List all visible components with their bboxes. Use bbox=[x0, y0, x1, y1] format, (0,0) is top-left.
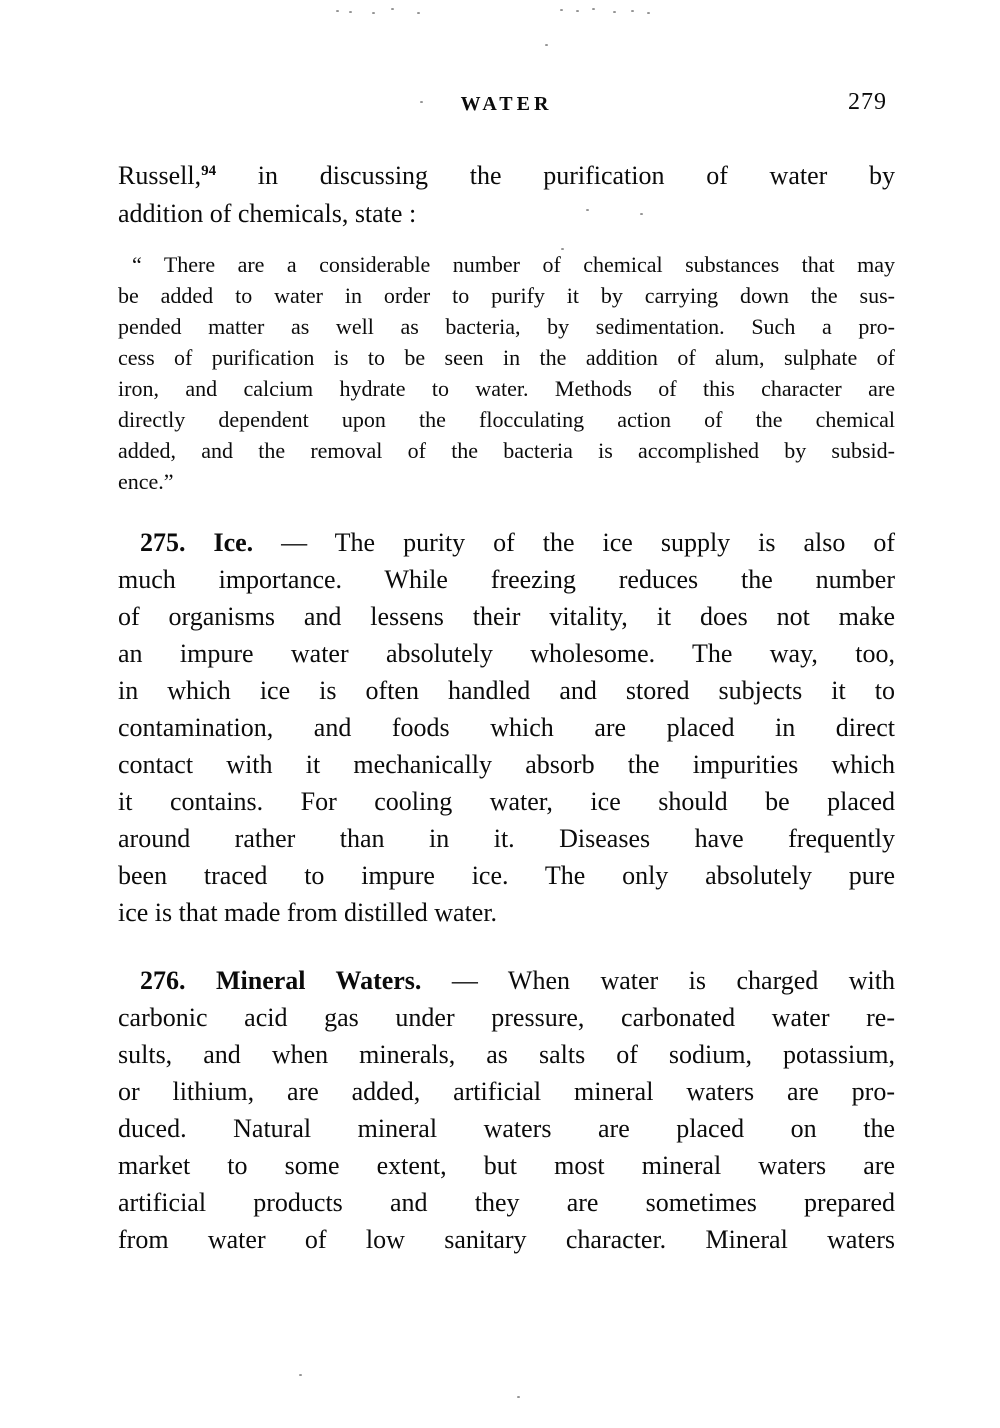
block-quote bbox=[118, 249, 895, 497]
text-line: ence.” bbox=[118, 469, 174, 494]
section-text: — The purity of the ice supply is also of bbox=[253, 528, 895, 557]
text-line: much importance. While freezing reduces the number bbox=[118, 565, 895, 594]
text-line: been traced to impure ice. The only absolutely pure bbox=[118, 861, 895, 890]
section-heading: 276. Mineral Waters. bbox=[140, 966, 422, 995]
text-line bbox=[118, 157, 895, 195]
text-line: it contains. For cooling water, ice should be placed bbox=[118, 787, 895, 816]
text-line: around rather than in it. Diseases have frequently bbox=[118, 824, 895, 853]
text-line: market to some extent, but most mineral waters are bbox=[118, 1151, 895, 1180]
text-line: or lithium, are added, artificial mineral waters are pro- bbox=[118, 1077, 895, 1106]
section-text: — When water is charged with bbox=[421, 966, 895, 995]
section-276-mineral-waters bbox=[118, 962, 895, 1258]
intro-paragraph bbox=[118, 157, 895, 233]
text-line: duced. Natural mineral waters are placed on the bbox=[118, 1114, 895, 1143]
text-line: sults, and when minerals, as salts of sodium, potassium, bbox=[118, 1040, 895, 1069]
running-head bbox=[118, 89, 895, 120]
text-line: “ There are a considerable number of chemical substances that may bbox=[132, 252, 895, 277]
quote-lines bbox=[118, 249, 895, 466]
intro-text-rest: in discussing the purification of water by bbox=[216, 161, 895, 190]
section-heading: 275. Ice. bbox=[140, 528, 254, 557]
text-line: cess of purification is to be seen in the addition of alum, sulphate of bbox=[118, 345, 895, 370]
text-line bbox=[118, 962, 895, 999]
section-lines bbox=[118, 561, 895, 894]
section-275-ice bbox=[118, 524, 895, 931]
text-line: contamination, and foods which are placed in direct bbox=[118, 713, 895, 742]
text-line bbox=[118, 524, 895, 561]
intro-text: Russell, bbox=[118, 161, 202, 190]
text-line: an impure water absolutely wholesome. The way, too, bbox=[118, 639, 895, 668]
text-line: be added to water in order to purify it by carrying down the sus- bbox=[118, 283, 895, 308]
footnote-reference: 94 bbox=[201, 163, 217, 179]
text-line: directly dependent upon the flocculating action of the chemical bbox=[118, 407, 895, 432]
text-line: of organisms and lessens their vitality, it does not make bbox=[118, 602, 895, 631]
section-lines bbox=[118, 999, 895, 1258]
text-line: contact with it mechanically absorb the impurities which bbox=[118, 750, 895, 779]
text-line: from water of low sanitary character. Mineral waters bbox=[118, 1225, 895, 1254]
text-line: carbonic acid gas under pressure, carbonated water re- bbox=[118, 1003, 895, 1032]
text-line: artificial products and they are sometimes prepared bbox=[118, 1188, 895, 1217]
text-line: iron, and calcium hydrate to water. Methods of this character are bbox=[118, 376, 895, 401]
text-line: added, and the removal of the bacteria is accomplished by subsid- bbox=[118, 438, 895, 463]
text-line: ice is that made from distilled water. bbox=[118, 898, 498, 927]
text-line: addition of chemicals, state : bbox=[118, 199, 417, 228]
running-title: WATER bbox=[460, 93, 553, 115]
page-number: 279 bbox=[848, 89, 887, 115]
text-line: pended matter as well as bacteria, by sedimentation. Such a pro- bbox=[118, 314, 895, 339]
text-line: in which ice is often handled and stored subjects it to bbox=[118, 676, 895, 705]
